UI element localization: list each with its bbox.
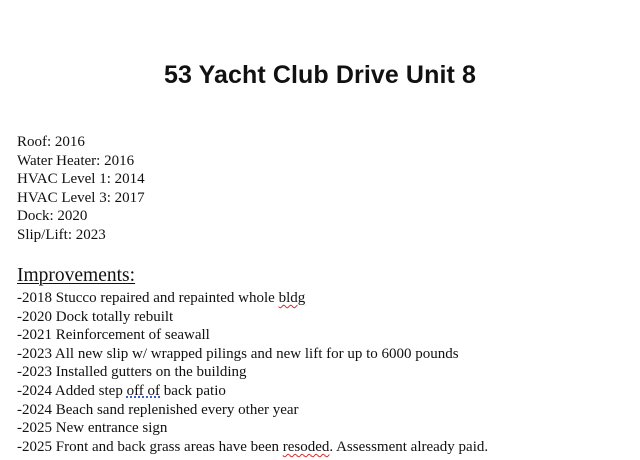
spec-hvac-level-3: HVAC Level 3: 2017	[17, 189, 145, 206]
spec-dock: Dock: 2020	[17, 208, 88, 225]
improvements-list	[17, 289, 488, 456]
spellcheck-flagged-word[interactable]: resoded	[282, 438, 330, 455]
improvement-item	[17, 289, 488, 308]
improvement-text: -2018 Stucco repaired and repainted whole	[17, 290, 279, 306]
improvement-text: -2020 Dock totally rebuilt	[17, 308, 174, 325]
improvement-text: -2025 Front and back grass areas have been	[17, 438, 283, 455]
spec-hvac-level-1: HVAC Level 1: 2014	[17, 171, 145, 188]
improvement-item	[17, 345, 488, 364]
improvements-heading: Improvements:	[17, 265, 136, 286]
improvement-item	[17, 326, 488, 345]
spec-water-heater: Water Heater: 2016	[17, 152, 135, 169]
improvement-item	[17, 401, 488, 420]
improvement-item	[17, 438, 488, 457]
improvement-text: -2024 Beach sand replenished every other year	[17, 401, 299, 418]
grammar-flagged-phrase[interactable]: off of	[126, 382, 161, 399]
spec-roof: Roof: 2016	[17, 134, 85, 150]
improvement-text-after: back patio	[160, 382, 226, 399]
improvement-text: -2021 Reinforcement of seawall	[17, 327, 210, 344]
improvement-item	[17, 363, 488, 382]
spellcheck-flagged-word[interactable]: bldg	[278, 290, 306, 306]
improvement-text: -2025 New entrance sign	[17, 420, 168, 437]
improvement-text-after: . Assessment already paid.	[329, 438, 489, 455]
specs-list	[17, 133, 145, 245]
page-title: 53 Yacht Club Drive Unit 8	[164, 61, 476, 89]
improvement-text: -2023 All new slip w/ wrapped pilings and new lift for up to 6000 pounds	[17, 345, 459, 362]
improvement-item	[17, 308, 488, 327]
improvement-item	[17, 382, 488, 401]
improvement-text: -2023 Installed gutters on the building	[17, 364, 247, 381]
spec-slip-lift: Slip/Lift: 2023	[17, 226, 106, 243]
improvement-item	[17, 419, 488, 438]
improvement-text: -2024 Added step	[17, 382, 127, 399]
